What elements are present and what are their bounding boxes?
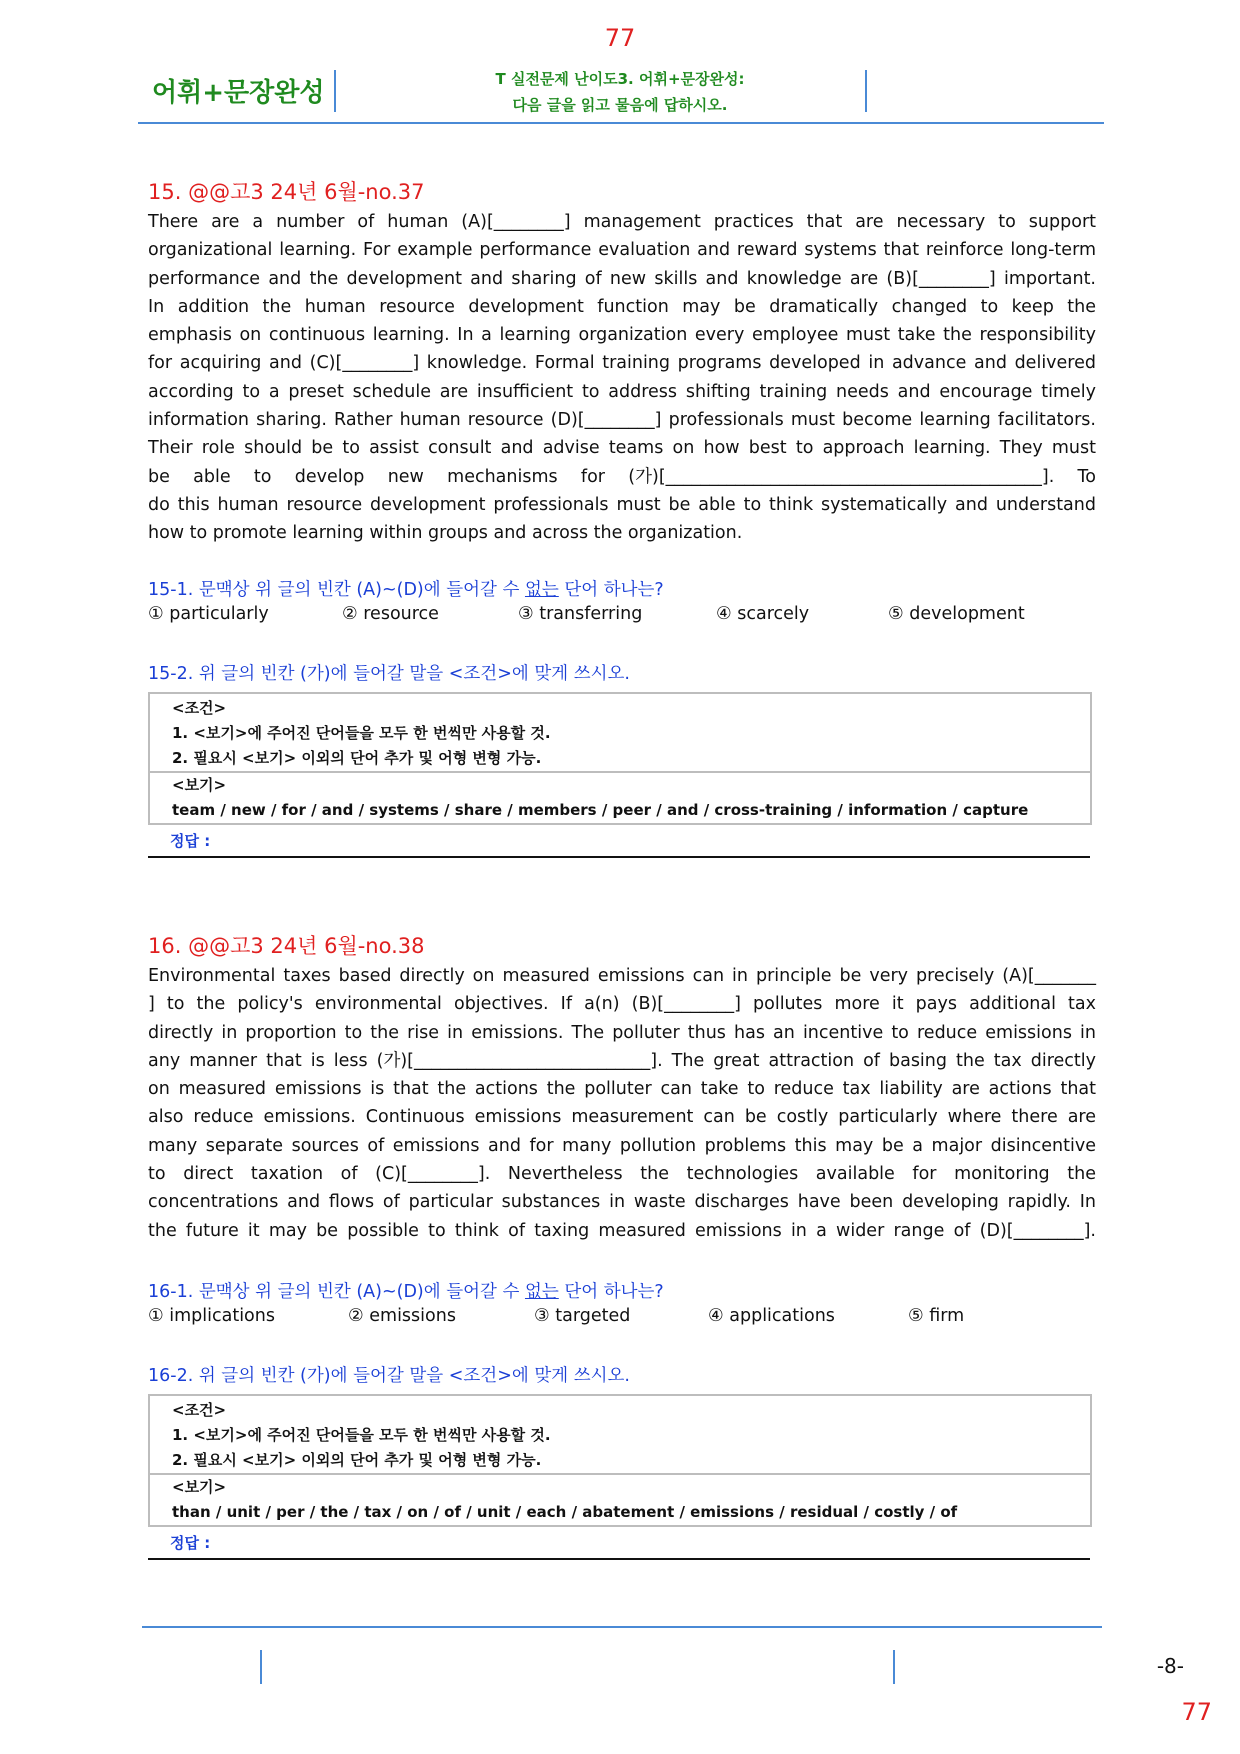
- q16-line: the future it may be possible to think of taxing measured emissions in a wider range of (D)[________].: [148, 1220, 1096, 1241]
- q15-answer-line[interactable]: 정답 :: [148, 826, 1090, 858]
- header-line-1: T 실전문제 난이도3. 어휘+문장완성:: [495, 70, 745, 88]
- q16-condition-1: 1. <보기>에 주어진 단어들을 모두 한 번씩만 사용할 것.: [172, 1426, 551, 1444]
- footer-page-marker: -8-: [1156, 1654, 1184, 1678]
- q16-sub2-prompt: 16-2. 위 글의 빈칸 (가)에 들어갈 말을 <조건>에 맞게 쓰시오.: [148, 1366, 630, 1386]
- q16-sub1-underlined: 없는: [524, 1282, 559, 1302]
- header-line-2: 다음 글을 읽고 물음에 답하시오.: [512, 96, 728, 114]
- q15-passage: [148, 208, 1096, 548]
- q15-condition-box: [148, 692, 1092, 825]
- q16-line: Environmental taxes based directly on measured emissions can in principle be very precisely (A)[_______: [148, 966, 1096, 986]
- q15-line: emphasis on continuous learning. In a learning organization every employee must take the responsibility: [148, 325, 1096, 346]
- q16-condition-2: 2. 필요시 <보기> 이외의 단어 추가 및 어형 변형 가능.: [172, 1451, 542, 1469]
- q15-bogi-title: <보기>: [172, 776, 227, 794]
- q16-line: many separate sources of emissions and for many pollution problems this may be a major disincentive: [148, 1135, 1096, 1156]
- q16-condition-box: [148, 1394, 1092, 1527]
- q15-condition-2: 2. 필요시 <보기> 이외의 단어 추가 및 어형 변형 가능.: [172, 749, 542, 767]
- q15-option-2[interactable]: ② resource: [342, 604, 439, 624]
- bottom-page-number: 77: [1181, 1698, 1212, 1726]
- header-rule: [138, 122, 1104, 124]
- q15-line: according to a preset schedule are insufficient to address shifting training needs and encourage timely: [148, 381, 1096, 402]
- q16-line: any manner that is less (가)[___________________________]. The great attraction of basing the tax directly: [148, 1050, 1096, 1071]
- q16-passage: [148, 962, 1096, 1245]
- q15-line: do this human resource development professionals must be able to think systematically and understand: [148, 494, 1096, 515]
- header-divider-right: [865, 70, 867, 112]
- q15-line: performance and the development and sharing of new skills and knowledge are (B)[________] important.: [148, 268, 1096, 289]
- q15-sub1-prompt: 15-1. 문맥상 위 글의 빈칸 (A)~(D)에 들어갈 수 없는 단어 하나는?: [148, 580, 664, 600]
- q15-line: organizational learning. For example performance evaluation and reward systems that reinforce long-term: [148, 240, 1096, 261]
- q15-line: how to promote learning within groups and across the organization.: [148, 523, 743, 544]
- q16-option-2[interactable]: ② emissions: [348, 1306, 456, 1326]
- q15-option-4[interactable]: ④ scarcely: [716, 604, 810, 624]
- q15-line: for acquiring and (C)[________] knowledge. Formal training programs developed in advance and delivered: [148, 353, 1096, 374]
- footer-rule: [142, 1626, 1102, 1628]
- header-divider-left: [334, 70, 336, 112]
- q15-line: There are a number of human (A)[________] management practices that are necessary to support: [148, 212, 1096, 232]
- footer-divider-left: [260, 1650, 262, 1684]
- q15-line: information sharing. Rather human resource (D)[________] professionals must become learning facilitators.: [148, 410, 1096, 431]
- q16-line: to direct taxation of (C)[________]. Nevertheless the technologies available for monitoring the: [148, 1164, 1096, 1185]
- q16-line: concentrations and flows of particular substances in waste discharges have been developing rapidly. In: [148, 1192, 1096, 1213]
- q15-line: be able to develop new mechanisms for (가)[___________________________________________]. To: [148, 466, 1096, 487]
- q16-bogi-words: than / unit / per / the / tax / on / of / unit / each / abatement / emissions / residual / costly / of: [172, 1503, 958, 1521]
- q16-answer-line[interactable]: 정답 :: [148, 1528, 1090, 1560]
- q15-line: Their role should be to assist consult and advise teams on how best to approach learning. They must: [148, 438, 1096, 459]
- footer-divider-right: [893, 1650, 895, 1684]
- q16-condition-title: <조건>: [172, 1401, 227, 1419]
- q16-option-3[interactable]: ③ targeted: [534, 1306, 631, 1326]
- q16-line: on measured emissions is that the actions the polluter can take to reduce tax liability are actions that: [148, 1079, 1096, 1100]
- q15-option-5[interactable]: ⑤ development: [888, 604, 1025, 624]
- q15-condition-title: <조건>: [172, 699, 227, 717]
- top-page-number: 77: [604, 24, 636, 52]
- q15-option-3[interactable]: ③ transferring: [518, 604, 643, 624]
- header-brand: 어휘+문장완성: [152, 78, 325, 108]
- q15-condition-1: 1. <보기>에 주어진 단어들을 모두 한 번씩만 사용할 것.: [172, 724, 551, 742]
- q16-option-1[interactable]: ① implications: [148, 1306, 275, 1326]
- q15-line: In addition the human resource development function may be dramatically changed to keep the: [148, 296, 1096, 317]
- q16-sub1-prompt: 16-1. 문맥상 위 글의 빈칸 (A)~(D)에 들어갈 수 없는 단어 하나는?: [148, 1282, 664, 1302]
- q15-title: 15. @@고3 24년 6월-no.37: [148, 180, 425, 204]
- q15-bogi-words: team / new / for / and / systems / share / members / peer / and / cross-training / information / capture: [172, 801, 1029, 819]
- q16-bogi-title: <보기>: [172, 1478, 227, 1496]
- q15-option-1[interactable]: ① particularly: [148, 604, 269, 624]
- q16-title: 16. @@고3 24년 6월-no.38: [148, 934, 425, 958]
- q16-line: also reduce emissions. Continuous emissions measurement can be costly particularly where there are: [148, 1107, 1096, 1128]
- q16-line: directly in proportion to the rise in emissions. The polluter thus has an incentive to reduce emissions in: [148, 1022, 1096, 1043]
- header-instructions: [420, 66, 820, 118]
- q16-option-5[interactable]: ⑤ firm: [908, 1306, 965, 1326]
- q15-sub1-underlined: 없는: [524, 580, 559, 600]
- q15-sub2-prompt: 15-2. 위 글의 빈칸 (가)에 들어갈 말을 <조건>에 맞게 쓰시오.: [148, 664, 630, 684]
- q16-option-4[interactable]: ④ applications: [708, 1306, 835, 1326]
- q16-line: ] to the policy's environmental objectives. If a(n) (B)[________] pollutes more it pays additional tax: [148, 994, 1096, 1015]
